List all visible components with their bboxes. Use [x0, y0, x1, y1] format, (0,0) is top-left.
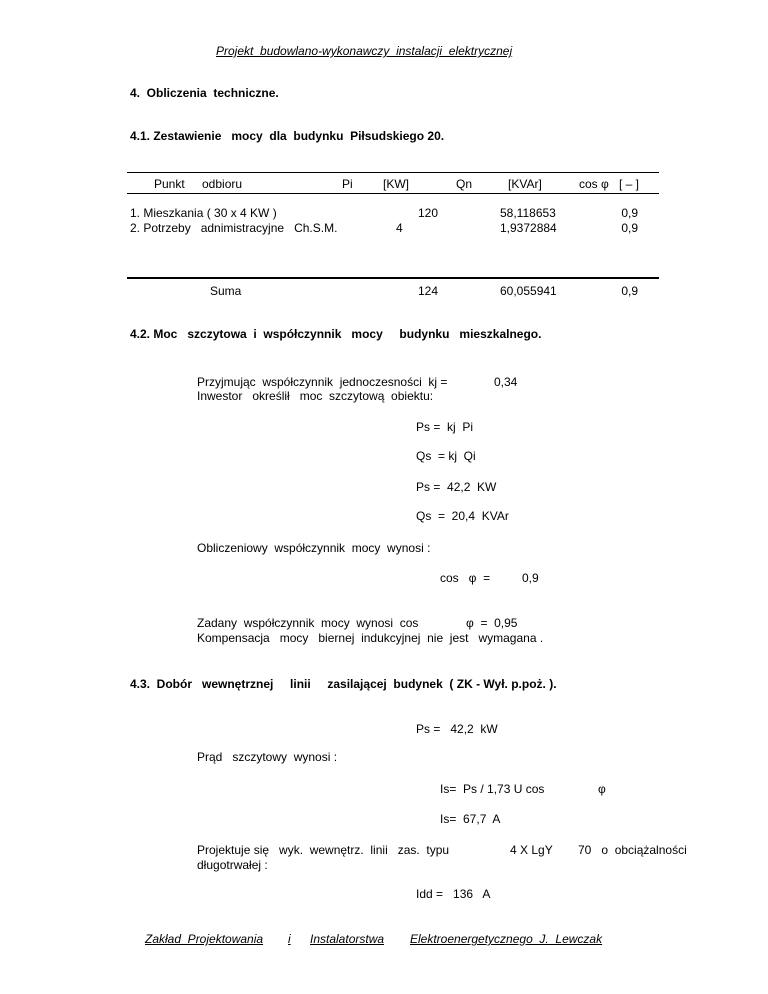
table-sum-label: Suma — [210, 284, 242, 298]
footer-b: i — [288, 932, 291, 946]
col-header-cos: cos φ — [579, 177, 609, 191]
obliczeniowy-text: Obliczeniowy współczynnik mocy wynosi : — [197, 541, 431, 555]
kj-value: 0,34 — [494, 375, 518, 389]
is-value: Is= 67,7 A — [440, 812, 501, 826]
phi-symbol: φ — [598, 782, 606, 796]
projektuje-text: Projektuje się wyk. wewnętrz. linii zas. typu — [197, 843, 450, 857]
kj-text: Przyjmując współczynnik jednoczesności kj = — [197, 375, 448, 389]
cable-type: 4 X LgY — [510, 843, 553, 857]
cos-value: 0,9 — [522, 571, 539, 585]
table-row-qn: 1,9372884 — [500, 221, 557, 235]
table-sum-cos: 0,9 — [621, 284, 638, 298]
investor-text: Inwestor określił moc szczytową obiektu: — [197, 389, 434, 403]
table-row-cos: 0,9 — [621, 206, 638, 220]
idd-value: Idd = 136 A — [416, 887, 491, 901]
section-4-1-heading: 4.1. Zestawienie mocy dla budynku Piłsudskiego 20. — [130, 129, 445, 143]
kompensacja-text: Kompensacja mocy biernej indukcyjnej nie jest wymagana . — [197, 631, 544, 645]
table-row-cos: 0,9 — [621, 221, 638, 235]
section-4-2-heading: 4.2. Moc szczytowa i współczynnik mocy budynku mieszkalnego. — [130, 327, 542, 341]
table-row-pi: 4 — [396, 221, 403, 235]
footer-a: Zakład Projektowania — [145, 932, 264, 946]
prad-text: Prąd szczytowy wynosi : — [197, 750, 338, 764]
cos-label: cos φ = — [440, 571, 491, 585]
footer-c: Instalatorstwa — [310, 932, 385, 946]
dlugotrwalej-text: długotrwałej : — [197, 858, 268, 872]
table-row-label: 1. Mieszkania ( 30 x 4 KW ) — [130, 206, 277, 220]
ps-kw: Ps = 42,2 kW — [416, 722, 498, 736]
zadany-text: Zadany współczynnik mocy wynosi cos — [197, 616, 419, 630]
col-header-punkt: Punkt — [154, 177, 185, 191]
col-header-pi: Pi — [342, 177, 353, 191]
is-formula: Is= Ps / 1,73 U cos — [440, 782, 545, 796]
col-header-odbioru: odbioru — [202, 177, 243, 191]
ps-value: Ps = 42,2 KW — [416, 480, 497, 494]
table-sum-pi: 124 — [417, 284, 438, 298]
table-sum-qn: 60,055941 — [500, 284, 557, 298]
table-header-rule — [127, 193, 659, 194]
page-header: Projekt budowlano-wykonawczy instalacji elektrycznej — [216, 44, 513, 58]
section-4-heading: 4. Obliczenia techniczne. — [130, 86, 279, 100]
footer-d: Elektroenergetycznego J. Lewczak — [410, 932, 603, 946]
table-row-qn: 58,118653 — [500, 206, 556, 220]
zadany-value: φ = 0,95 — [466, 616, 518, 630]
table-top-rule — [127, 172, 659, 173]
qs-value: Qs = 20,4 KVAr — [416, 509, 509, 523]
formula-ps: Ps = kj Pi — [416, 420, 474, 434]
table-sum-rule — [127, 277, 659, 279]
table-row-label: 2. Potrzeby adnimistracyjne Ch.S.M. — [130, 221, 338, 235]
cable-rest: 70 o obciążalności — [578, 843, 687, 857]
formula-qs: Qs = kj Qi — [416, 449, 476, 463]
section-4-3-heading: 4.3. Dobór wewnętrznej linii zasilającej budynek ( ZK - Wył. p.poż. ). — [130, 677, 557, 691]
col-header-qn: Qn — [456, 177, 473, 191]
col-header-kw: [KW] — [383, 177, 409, 191]
col-header-unit: [ – ] — [619, 177, 640, 191]
table-row-pi: 120 — [417, 206, 438, 220]
col-header-kvar: [KVAr] — [508, 177, 542, 191]
